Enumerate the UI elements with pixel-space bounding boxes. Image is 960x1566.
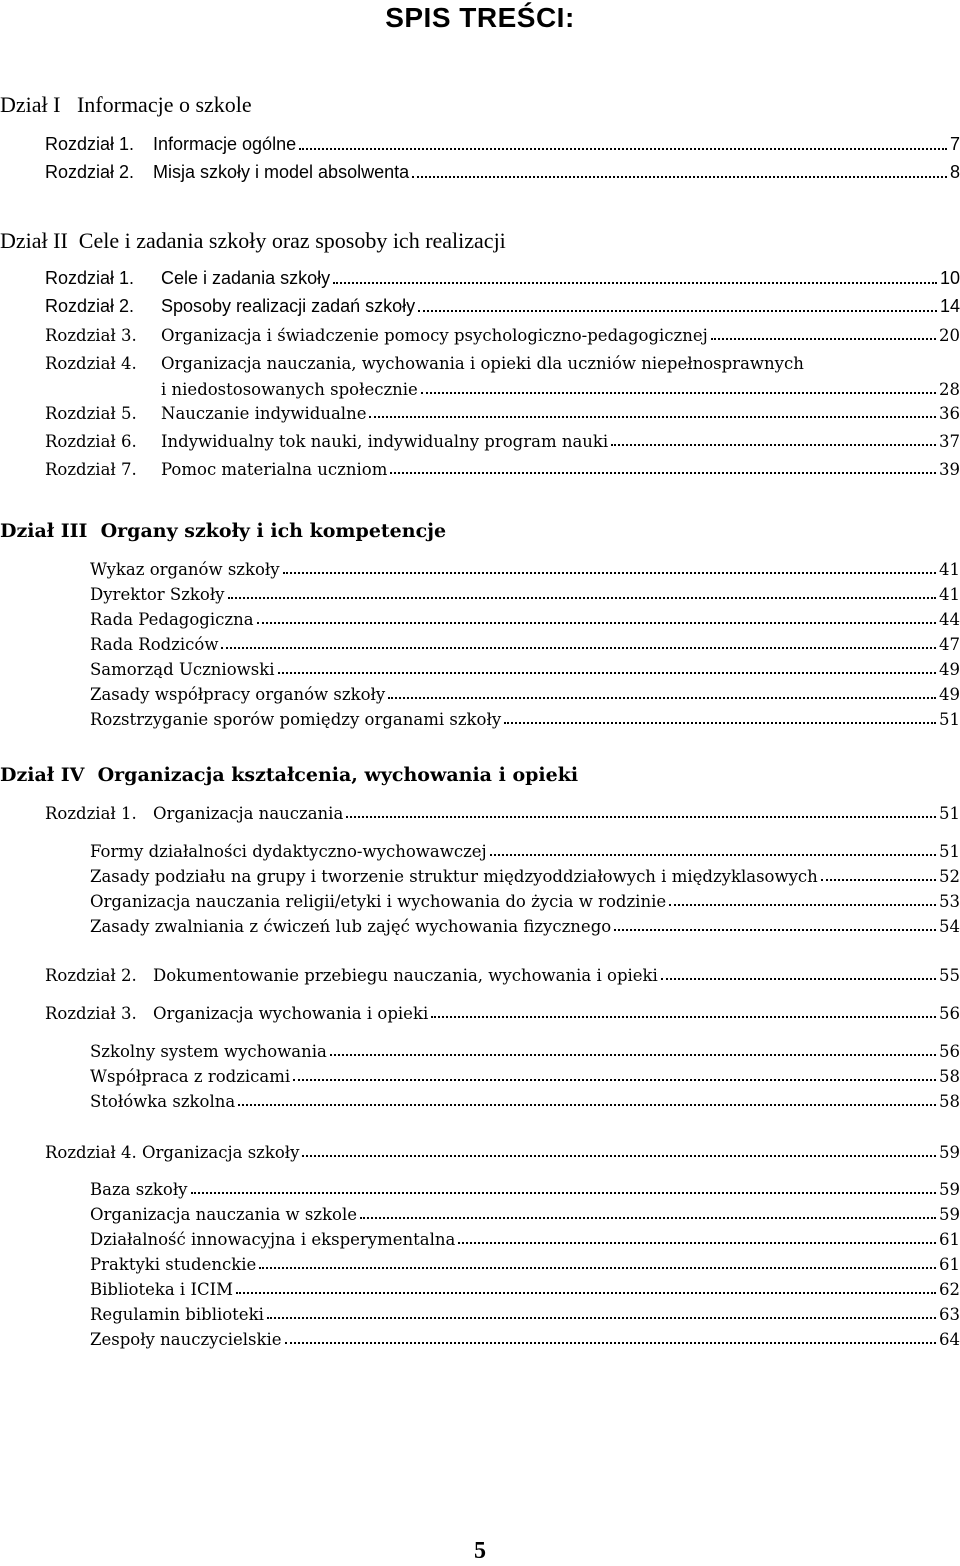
toc-entry[interactable] — [45, 162, 960, 183]
leader-dots — [614, 929, 936, 931]
page-ref: 51 — [939, 842, 960, 861]
toc-entry[interactable] — [161, 380, 960, 399]
leader-dots — [821, 879, 936, 881]
entry-title: Współpraca z rodzicami — [90, 1067, 291, 1086]
leader-dots — [236, 1292, 936, 1294]
entry-title: Wykaz organów szkoły — [90, 560, 280, 579]
leader-dots — [283, 572, 936, 574]
leader-dots — [458, 1242, 936, 1244]
section-title: Organy szkoły i ich kompetencje — [100, 520, 447, 542]
chapter-title: Cele i zadania szkoły — [161, 268, 331, 288]
chapter-title: Indywidualny tok nauki, indywidualny program nauki — [161, 432, 609, 451]
leader-dots — [421, 392, 936, 394]
toc-entry[interactable] — [90, 842, 960, 861]
page-ref: 36 — [939, 404, 960, 423]
page-ref: 49 — [939, 685, 960, 704]
leader-dots — [259, 1267, 936, 1269]
leader-dots — [388, 697, 936, 699]
section-title: Informacje o szkole — [76, 92, 252, 117]
entry-title: Zespoły nauczycielskie — [90, 1330, 282, 1349]
page-ref: 61 — [939, 1255, 960, 1274]
chapter-title: Rozdział 4. Organizacja szkoły — [45, 1143, 300, 1162]
entry-title: Rada Pedagogiczna — [90, 610, 254, 629]
leader-dots — [346, 816, 936, 818]
leader-dots — [369, 416, 936, 418]
toc-entry[interactable] — [45, 404, 960, 423]
leader-dots — [418, 310, 937, 312]
leader-dots — [330, 1054, 936, 1056]
page-ref: 55 — [939, 966, 960, 985]
toc-entry[interactable] — [90, 867, 960, 886]
page-ref: 10 — [939, 268, 960, 288]
page-ref: 56 — [939, 1042, 960, 1061]
leader-dots — [299, 148, 947, 150]
section-number: Dział IV — [0, 764, 85, 786]
chapter-title: Organizacja nauczania, wychowania i opieki dla uczniów niepełnosprawnych — [161, 354, 804, 373]
entry-title: Zasady zwalniania z ćwiczeń lub zajęć wychowania fizycznego — [90, 917, 612, 936]
section-number: Dział II — [0, 228, 68, 253]
leader-dots — [390, 472, 936, 474]
section-title: Cele i zadania szkoły oraz sposoby ich realizacji — [78, 228, 506, 253]
toc-entry[interactable] — [90, 585, 960, 604]
chapter-number: Rozdział 2. — [45, 296, 135, 316]
toc-entry[interactable] — [90, 1092, 960, 1111]
entry-title: Biblioteka i ICIM — [90, 1280, 234, 1299]
leader-dots — [412, 176, 947, 178]
toc-entry[interactable] — [90, 1230, 960, 1249]
leader-dots — [285, 1342, 936, 1344]
chapter-number: Rozdział 3. — [45, 1004, 137, 1023]
toc-entry[interactable] — [90, 1330, 960, 1349]
toc-entry[interactable] — [45, 1004, 960, 1023]
section-number: Dział I — [0, 92, 61, 117]
page-ref: 47 — [939, 635, 960, 654]
chapter-title: Informacje ogólne — [153, 134, 297, 154]
page-ref: 8 — [949, 162, 960, 182]
section-heading-d1 — [0, 92, 252, 118]
page-ref: 14 — [939, 296, 960, 316]
toc-entry[interactable] — [90, 1067, 960, 1086]
chapter-title: Nauczanie indywidualne — [161, 404, 367, 423]
page-ref: 39 — [939, 460, 960, 479]
chapter-number: Rozdział 4. — [45, 354, 137, 373]
entry-title: Rada Rodziców — [90, 635, 219, 654]
leader-dots — [278, 672, 937, 674]
leader-dots — [661, 978, 936, 980]
chapter-title: Organizacja i świadczenie pomocy psychologiczno-pedagogicznej — [161, 326, 708, 345]
chapter-title: Misja szkoły i model absolwenta — [153, 162, 410, 182]
page-ref: 53 — [939, 892, 960, 911]
chapter-title: Sposoby realizacji zadań szkoły — [161, 296, 416, 316]
toc-entry[interactable] — [90, 892, 960, 911]
toc-entry[interactable] — [45, 1143, 960, 1162]
leader-dots — [228, 597, 937, 599]
toc-entry[interactable] — [45, 268, 960, 289]
leader-dots — [611, 444, 936, 446]
toc-entry[interactable] — [45, 296, 960, 317]
page-ref: 59 — [939, 1205, 960, 1224]
chapter-number: Rozdział 1. — [45, 268, 135, 288]
toc-entry[interactable] — [45, 966, 960, 985]
page-ref: 63 — [939, 1305, 960, 1324]
page-ref: 58 — [939, 1092, 960, 1111]
toc-entry[interactable] — [90, 560, 960, 579]
page-ref: 64 — [939, 1330, 960, 1349]
page-ref: 51 — [939, 710, 960, 729]
toc-entry[interactable] — [90, 917, 960, 936]
chapter-title: Organizacja nauczania — [153, 804, 344, 823]
entry-title: Działalność innowacyjna i eksperymentalna — [90, 1230, 456, 1249]
toc-entry[interactable] — [90, 635, 960, 654]
toc-entry[interactable] — [45, 804, 960, 823]
entry-title: Rozstrzyganie sporów pomiędzy organami szkoły — [90, 710, 502, 729]
page-ref: 51 — [939, 804, 960, 823]
chapter-title-continued: i niedostosowanych społecznie — [161, 380, 418, 399]
entry-title: Organizacja nauczania religii/etyki i wychowania do życia w rodzinie — [90, 892, 667, 911]
page-ref: 37 — [939, 432, 960, 451]
toc-entry[interactable] — [90, 1255, 960, 1274]
chapter-title: Dokumentowanie przebiegu nauczania, wychowania i opieki — [153, 966, 658, 985]
toc-entry[interactable] — [90, 1305, 960, 1324]
chapter-number: Rozdział 1. — [45, 134, 135, 154]
leader-dots — [360, 1217, 936, 1219]
chapter-number: Rozdział 5. — [45, 404, 137, 423]
section-heading-d3 — [0, 520, 446, 542]
entry-title: Baza szkoły — [90, 1180, 188, 1199]
chapter-number: Rozdział 7. — [45, 460, 137, 479]
toc-entry[interactable] — [90, 1205, 960, 1224]
leader-dots — [333, 282, 937, 284]
page-ref: 59 — [939, 1180, 960, 1199]
page-ref: 41 — [939, 585, 960, 604]
entry-title: Samorząd Uczniowski — [90, 660, 275, 679]
leader-dots — [431, 1016, 936, 1018]
toc-entry-line1[interactable] — [45, 354, 804, 373]
toc-entry[interactable] — [45, 326, 960, 345]
leader-dots — [669, 904, 936, 906]
page-number: 5 — [474, 1538, 486, 1564]
chapter-number: Rozdział 2. — [45, 966, 137, 985]
page-ref: 58 — [939, 1067, 960, 1086]
page-ref: 52 — [939, 867, 960, 886]
entry-title: Stołówka szkolna — [90, 1092, 236, 1111]
page-ref: 61 — [939, 1230, 960, 1249]
toc-entry[interactable] — [45, 432, 960, 451]
leader-dots — [711, 338, 936, 340]
chapter-number: Rozdział 6. — [45, 432, 137, 451]
toc-entry[interactable] — [90, 660, 960, 679]
entry-title: Praktyki studenckie — [90, 1255, 257, 1274]
page-title: SPIS TREŚCI: — [385, 2, 575, 33]
toc-entry[interactable] — [45, 134, 960, 155]
toc-entry[interactable] — [90, 685, 960, 704]
chapter-title: Organizacja wychowania i opieki — [153, 1004, 429, 1023]
section-heading-d4 — [0, 764, 578, 786]
toc-entry[interactable] — [90, 1180, 960, 1199]
page-ref: 54 — [939, 917, 960, 936]
entry-title: Dyrektor Szkoły — [90, 585, 225, 604]
chapter-number: Rozdział 3. — [45, 326, 137, 345]
leader-dots — [267, 1317, 936, 1319]
page-ref: 49 — [939, 660, 960, 679]
page-ref: 62 — [939, 1280, 960, 1299]
section-heading-d2 — [0, 228, 506, 254]
leader-dots — [257, 622, 936, 624]
leader-dots — [238, 1104, 936, 1106]
page-ref: 28 — [939, 380, 960, 399]
toc-entry[interactable] — [90, 710, 960, 729]
page-ref: 56 — [939, 1004, 960, 1023]
leader-dots — [221, 647, 936, 649]
toc-entry[interactable] — [45, 460, 960, 479]
leader-dots — [490, 854, 936, 856]
entry-title: Regulamin biblioteki — [90, 1305, 264, 1324]
chapter-number: Rozdział 1. — [45, 804, 137, 823]
page-ref: 44 — [939, 610, 960, 629]
section-number: Dział III — [0, 520, 88, 542]
leader-dots — [504, 722, 936, 724]
entry-title: Szkolny system wychowania — [90, 1042, 327, 1061]
toc-entry[interactable] — [90, 1042, 960, 1061]
leader-dots — [302, 1155, 936, 1157]
leader-dots — [293, 1079, 936, 1081]
entry-title: Organizacja nauczania w szkole — [90, 1205, 358, 1224]
page-ref: 41 — [939, 560, 960, 579]
toc-entry[interactable] — [90, 610, 960, 629]
page-ref: 20 — [939, 326, 960, 345]
entry-title: Zasady podziału na grupy i tworzenie struktur międzyoddziałowych i międzyklasowych — [90, 867, 818, 886]
section-title: Organizacja kształcenia, wychowania i opieki — [97, 764, 579, 786]
chapter-number: Rozdział 2. — [45, 162, 135, 182]
page-ref: 59 — [939, 1143, 960, 1162]
entry-title: Zasady współpracy organów szkoły — [90, 685, 386, 704]
page-ref: 7 — [949, 134, 960, 154]
chapter-title: Pomoc materialna uczniom — [161, 460, 388, 479]
toc-entry[interactable] — [90, 1280, 960, 1299]
entry-title: Formy działalności dydaktyczno-wychowawczej — [90, 842, 487, 861]
leader-dots — [191, 1192, 936, 1194]
